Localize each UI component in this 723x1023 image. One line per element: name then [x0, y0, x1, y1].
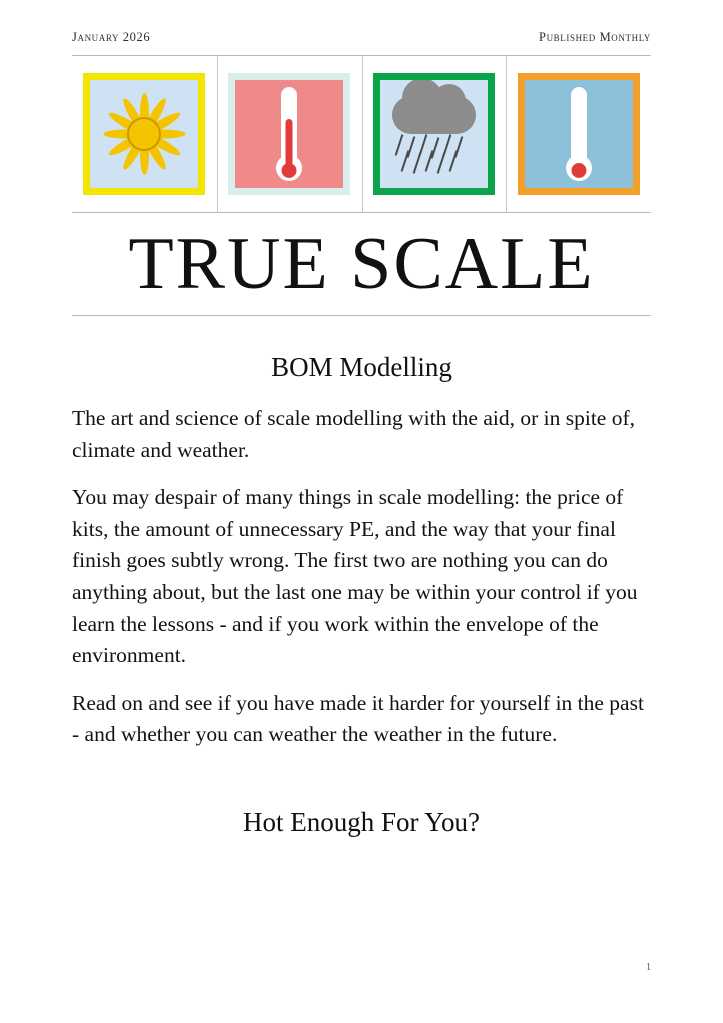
- masthead-issue-date: January 2026: [72, 30, 151, 44]
- sun-icon: [83, 73, 205, 195]
- icon-cell-thermometer-hot: [217, 56, 362, 212]
- icon-cell-sun: [72, 56, 217, 212]
- rain-graphic: [386, 88, 482, 180]
- rain-cloud-icon: [373, 73, 495, 195]
- icon-cell-thermometer-cold: [506, 56, 651, 212]
- article-headline: BOM Modelling: [271, 352, 452, 382]
- title-block: [72, 213, 651, 309]
- thermometer-graphic-hot: [276, 87, 302, 181]
- article-paragraph-1: The art and science of scale modelling with the aid, or in spite of, climate and weather.: [72, 406, 635, 462]
- page-number: 1: [646, 962, 651, 973]
- thermometer-graphic-cold: [566, 87, 592, 181]
- masthead: [72, 30, 651, 55]
- page-title: TRUE SCALE: [128, 223, 595, 305]
- thermometer-cold-icon: [518, 73, 640, 195]
- article-subheading: Hot Enough For You?: [242, 806, 481, 837]
- thermometer-hot-icon: [228, 73, 350, 195]
- icon-cell-rain: [362, 56, 507, 212]
- article-paragraph-3: Read on and see if you have made it harder for yourself in the past - and whether you can weather the weather in the future.: [72, 690, 644, 747]
- sun-graphic: [98, 88, 190, 180]
- weather-icon-strip: [72, 56, 651, 212]
- article-paragraph-2: You may despair of many things in scale modelling: the price of kits, the amount of unnecessary PE, and the way that your final finish goes subtly wrong. The first two are nothing you can do anything about, but the last one may be within your control if you learn the lessons - and if you work within the envelope of the environment.: [72, 485, 638, 668]
- masthead-publication-frequency: Published Monthly: [539, 30, 651, 44]
- article-body: [72, 316, 651, 838]
